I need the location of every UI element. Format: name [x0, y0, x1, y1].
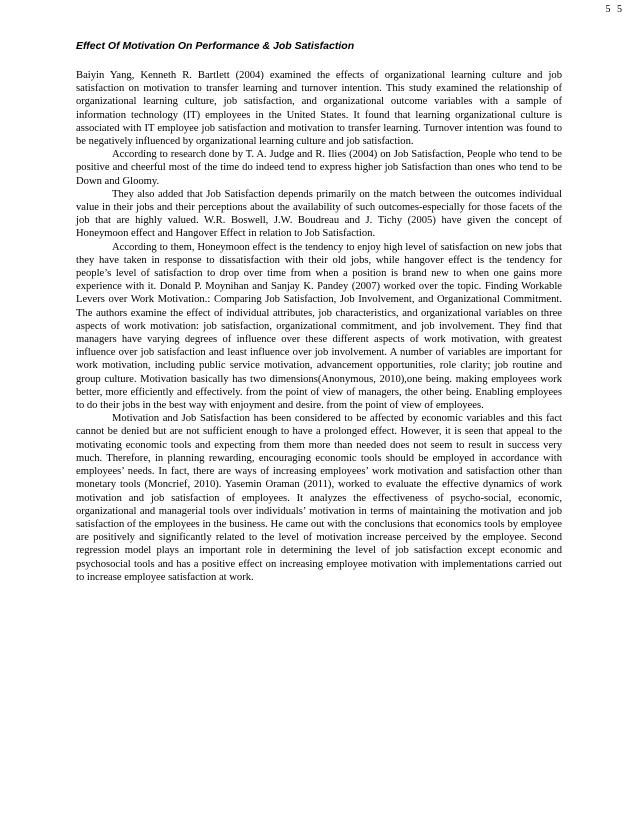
paragraph: According to research done by T. A. Judge and R. Ilies (2004) on Job Satisfaction, People who tend to be positive and cheerful most of the time do indeed tend to express higher job Satisfaction than ones who tend to be Down and Gloomy. — [76, 149, 562, 187]
body-text — [76, 69, 562, 584]
section-heading: Effect Of Motivation On Performance & Job Satisfaction — [76, 40, 355, 52]
page-number: 5 5 — [605, 4, 624, 15]
paragraph: According to them, Honeymoon effect is the tendency to enjoy high level of satisfaction on new jobs that they have taken in response to dissatisfaction with their old jobs, while hangover effect is the tendency for people’s level of satisfaction to drop over time from when a position is brand new to when one gains more experience with it. Donald P. Moynihan and Sanjay K. Pandey (2007) worked over the topic. Finding Workable Levers over Work Motivation.: Comparing Job Satisfaction, Job Involvement, and Organizational Commitment. The authors examine the effect of individual attributes, job characteristics, and organizational variables on three aspects of work motivation: job satisfaction, organizational commitment, and job involvement. They find that managers have varying degrees of influence over these different aspects of work motivation, with greatest influence over job satisfaction and least influence over job involvement. A number of variables are important for work motivation, including public service motivation, advancement opportunities, role clarity; job routine and group culture. Motivation basically has two dimensions(Anonymous, 2010),one being. making employees work better, more efficiently and effectively. from the point of view of managers, the other being. Enabling employees to do their jobs in the best way with enjoyment and desire. from the point of view of employees. — [76, 241, 562, 412]
paragraph: Baiyin Yang, Kenneth R. Bartlett (2004) examined the effects of organizational learning culture and job satisfaction on motivation to transfer learning and turnover intention. This study examined the relationship of organizational learning culture, job satisfaction, and organizational outcome variables with a sample of information technology (IT) employees in the United States. It found that learning organizational culture is associated with IT employee job satisfaction and motivation to transfer learning. Turnover intention was found to be negatively influenced by organizational learning culture and job satisfaction. — [76, 70, 562, 148]
paragraph: Motivation and Job Satisfaction has been considered to be affected by economic variables and this fact cannot be denied but are not sufficient enough to have a prolonged effect. However, it is seen that appeal to the motivating economic tools and expecting from them more than needed does not seem to result in success very much. Therefore, in planning rewarding, encouraging economic tools should be employed in accordance with employees’ needs. In fact, there are ways of increasing employees’ work motivation and satisfaction other than monetary tools (Moncrief, 2010). Yasemin Oraman (2011), worked to evaluate the effective dynamics of work motivation and job satisfaction of employees. It analyzes the effectiveness of psycho-social, economic, organizational and managerial tools over individuals’ motivation in terms of maintaining the motivation and job satisfaction of the employees in the business. He came out with the conclusions that economics tools by employee are positively and significantly related to the level of motivation increase perceived by the employee. Second regression model plays an important role in determining the level of job satisfaction except economic and psychosocial tools and has a positive effect on increasing employee motivation with implementations carried out to increase employee satisfaction at work. — [76, 413, 562, 583]
paragraph: They also added that Job Satisfaction depends primarily on the match between the outcomes individual value in their jobs and their perceptions about the availability of such outcomes-especially for those facets of the job that are highly valued. W.R. Boswell, J.W. Boudreau and J. Tichy (2005) have given the concept of Honeymoon effect and Hangover Effect in relation to Job Satisfaction. — [76, 188, 562, 240]
